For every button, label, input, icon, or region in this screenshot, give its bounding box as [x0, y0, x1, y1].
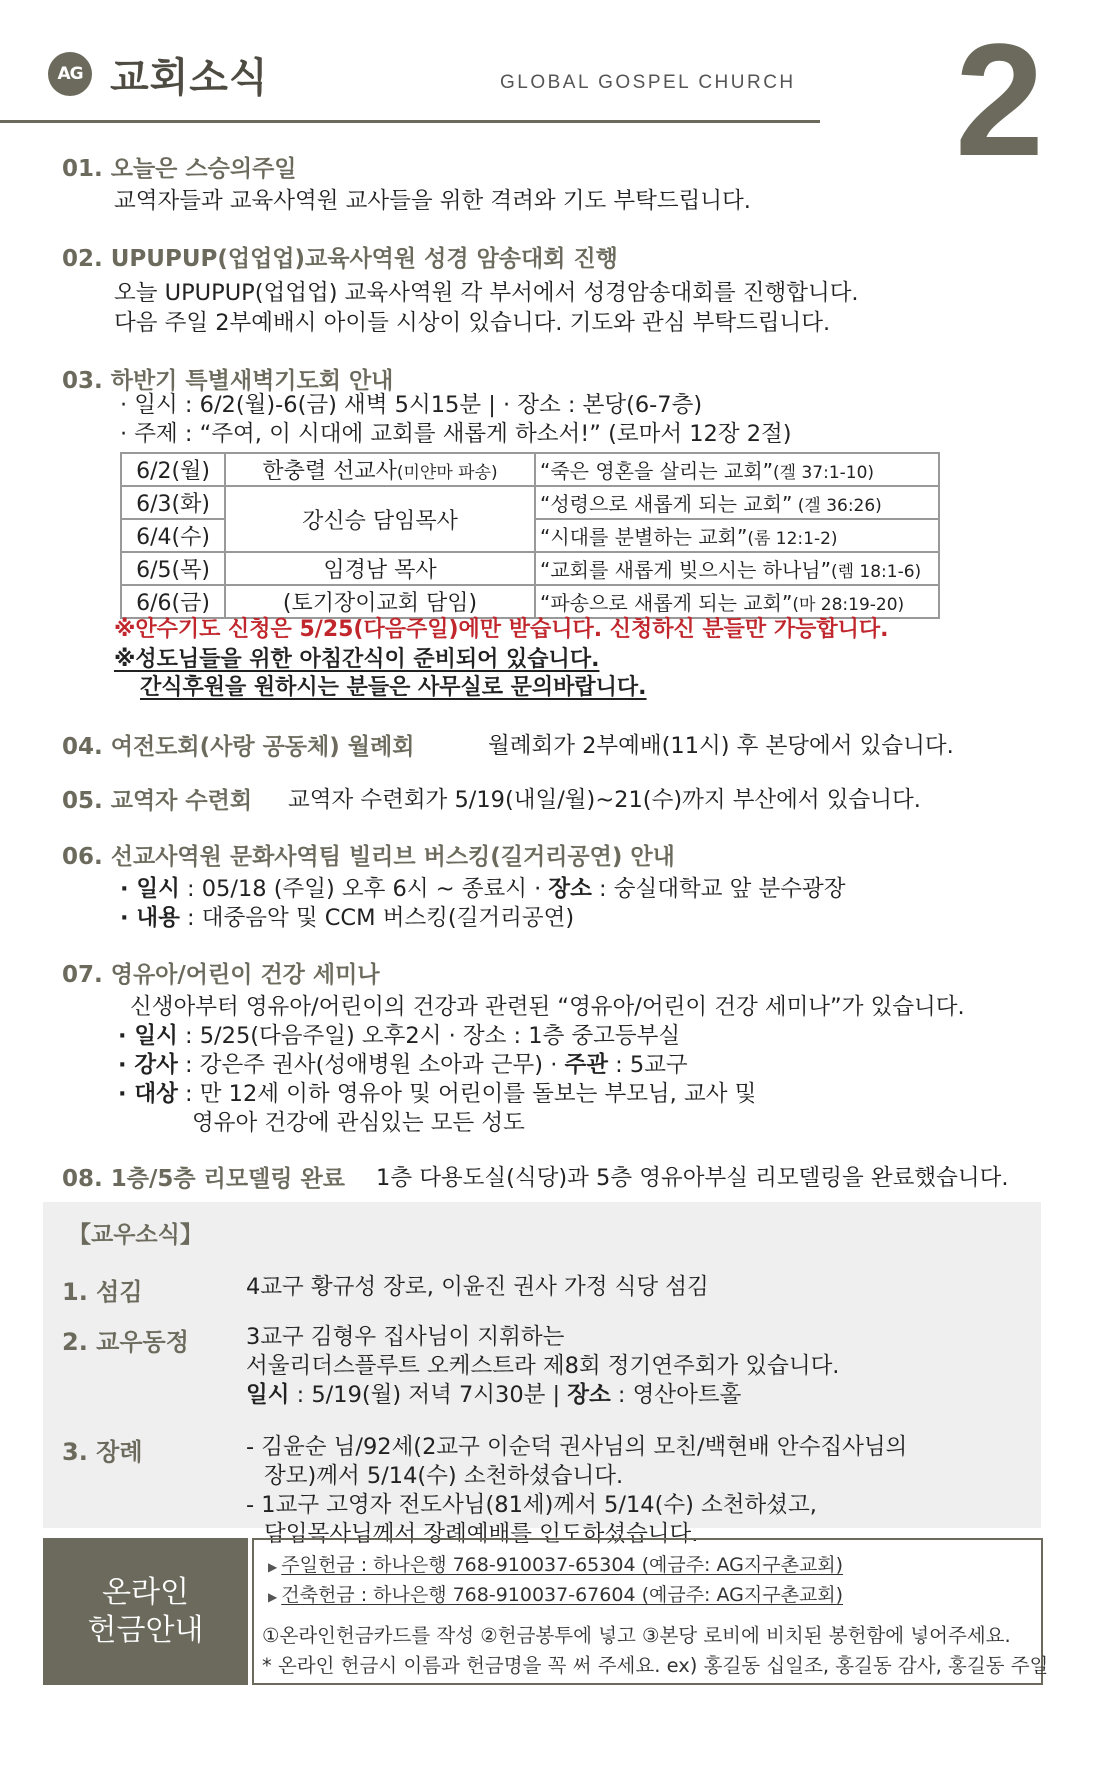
schedule-speaker: 강신승 담임목사 — [225, 486, 535, 552]
topic-ref: (마 28:19-20) — [792, 595, 905, 615]
sunday-offering-text: 주일헌금 : 하나은행 768-910037-65304 (예금주: AG지구촌교회) — [281, 1554, 844, 1576]
news-funeral-label: 3. 장례 — [62, 1438, 143, 1466]
topic-ref: (롬 12:1-2) — [747, 529, 838, 549]
topic-title: “파송으로 새롭게 되는 교회” — [540, 591, 793, 615]
laying-hands-notice: ※안수기도 신청은 5/25(다음주일)에만 받습니다. 신청하신 분들만 가능합니다. — [114, 617, 889, 642]
prayer-schedule-table — [120, 452, 940, 619]
triangle-bullet-icon: ▶ — [268, 1560, 278, 1574]
section-02-line1: 오늘 UPUPUP(업업업) 교육사역원 각 부서에서 성경암송대회를 진행합니다. — [114, 280, 859, 306]
building-offering-text: 건축헌금 : 하나은행 768-910037-67604 (예금주: AG지구촌교회) — [281, 1584, 844, 1606]
schedule-date: 6/3(화) — [121, 486, 225, 519]
concert-date: : 5/19(월) 저녁 7시30분 | — [289, 1382, 568, 1408]
label-date: · 일시 — [120, 876, 180, 902]
section-01-text: 교역자들과 교육사역원 교사들을 위한 격려와 기도 부탁드립니다. — [114, 188, 751, 214]
schedule-speaker — [225, 453, 535, 486]
giving-name-note: * 온라인 헌금시 이름과 헌금명을 꼭 써 주세요. ex) 홍길동 십일조, 홍길동 감사, 홍길동 주일 — [262, 1654, 1049, 1677]
schedule-speaker-church: (토기장이교회 담임) — [225, 585, 535, 618]
section-04-title: 04. 여전도회(사랑 공동체) 월례회 — [62, 734, 415, 760]
topic-title: “교회를 새롭게 빚으시는 하나님” — [540, 558, 831, 582]
page-title: 교회소식 — [110, 55, 269, 101]
church-logo: AG — [48, 52, 92, 96]
section-07-line5: 영유아 건강에 관심있는 모든 성도 — [192, 1110, 525, 1136]
label-target: · 대상 — [118, 1081, 178, 1107]
page-number: 2 — [955, 10, 1044, 189]
section-08-title: 08. 1층/5층 리모델링 완료 — [62, 1166, 345, 1192]
church-english-name: GLOBAL GOSPEL CHURCH — [500, 72, 796, 93]
online-giving-label — [43, 1538, 248, 1685]
section-07-line4 — [118, 1079, 756, 1109]
news-funeral-line2: 장모)께서 5/14(수) 소천하셨습니다. — [264, 1463, 624, 1489]
topic-title: “성령으로 새롭게 되는 교회” — [540, 492, 793, 516]
header-divider — [0, 120, 820, 123]
label-place: 장소 — [548, 876, 592, 902]
topic-ref: (렘 18:1-6) — [830, 562, 922, 582]
schedule-date: 6/2(월) — [121, 453, 225, 486]
triangle-bullet-icon: ▶ — [268, 1590, 278, 1604]
label-date: · 일시 — [118, 1023, 178, 1049]
section-05-text: 교역자 수련회가 5/19(내일/월)~21(수)까지 부산에서 있습니다. — [288, 787, 921, 813]
section-06-title: 06. 선교사역원 문화사역팀 빌리브 버스킹(길거리공연) 안내 — [62, 844, 675, 870]
section-03-title: 03. 하반기 특별새벽기도회 안내 — [62, 368, 394, 394]
label-place: 장소 — [567, 1382, 611, 1408]
online-giving-label-line1: 온라인 — [102, 1574, 189, 1610]
building-offering-account — [268, 1580, 843, 1607]
topic-ref: (겔 37:1-10) — [773, 463, 875, 483]
schedule-topic — [535, 486, 939, 519]
label-speaker: · 강사 — [118, 1052, 178, 1078]
giving-instructions: ①온라인헌금카드를 작성 ②헌금봉투에 넣고 ③본당 로비에 비치된 봉헌함에 넣어주세요. — [262, 1624, 1011, 1647]
news-funeral-line3: - 1교구 고영자 전도사님(81세)께서 5/14(수) 소천하셨고, — [246, 1492, 817, 1518]
table-row — [121, 486, 939, 519]
news-members-label: 2. 교우동정 — [62, 1328, 189, 1356]
news-members-line1: 3교구 김형우 집사님이 지휘하는 — [246, 1324, 565, 1350]
busking-place: : 숭실대학교 앞 분수광장 — [591, 876, 846, 902]
sunday-offering-account — [268, 1550, 843, 1577]
news-members-line3 — [246, 1380, 741, 1410]
schedule-date: 6/5(목) — [121, 552, 225, 585]
table-row — [121, 552, 939, 585]
section-06-line1 — [120, 874, 845, 904]
section-07-line2 — [118, 1021, 680, 1051]
news-funeral-line4: 담임목사님께서 장례예배를 인도하셨습니다. — [264, 1521, 699, 1547]
busking-content: : 대중음악 및 CCM 버스킹(길거리공연) — [179, 905, 575, 931]
snack-sponsor-notice: 간식후원을 원하시는 분들은 사무실로 문의바랍니다. — [140, 675, 647, 700]
topic-title: “죽은 영혼을 살리는 교회” — [540, 459, 773, 483]
section-07-title: 07. 영유아/어린이 건강 세미나 — [62, 962, 380, 988]
news-members-line2: 서울리더스플루트 오케스트라 제8회 정기연주회가 있습니다. — [246, 1353, 840, 1379]
schedule-date: 6/6(금) — [121, 585, 225, 618]
label-content: · 내용 — [120, 905, 180, 931]
schedule-date: 6/4(수) — [121, 519, 225, 552]
news-service-label: 1. 섬김 — [62, 1278, 143, 1306]
seminar-host: : 5교구 — [608, 1052, 688, 1078]
section-01-title: 01. 오늘은 스승의주일 — [62, 156, 297, 182]
topic-title: “시대를 분별하는 교회” — [540, 525, 748, 549]
section-02-line2: 다음 주일 2부예배시 아이들 시상이 있습니다. 기도와 관심 부탁드립니다. — [114, 310, 831, 336]
speaker-name: 한충렬 선교사 — [262, 459, 397, 484]
table-row — [121, 453, 939, 486]
news-service-text: 4교구 황규성 장로, 이윤진 권사 가정 식당 섬김 — [246, 1274, 709, 1300]
label-date: 일시 — [246, 1382, 290, 1408]
busking-date: : 05/18 (주일) 오후 6시 ~ 종료시 · — [179, 876, 549, 902]
label-host: 주관 — [564, 1052, 608, 1078]
section-07-line3 — [118, 1050, 688, 1080]
concert-place: : 영산아트홀 — [610, 1382, 742, 1408]
schedule-topic — [535, 519, 939, 552]
seminar-speaker: : 강은주 권사(성애병원 소아과 근무) · — [177, 1052, 565, 1078]
snack-notice: ※성도님들을 위한 아침간식이 준비되어 있습니다. — [114, 647, 600, 672]
section-02-title: 02. UPUPUP(업업업)교육사역원 성경 암송대회 진행 — [62, 246, 618, 272]
schedule-topic — [535, 552, 939, 585]
member-news-heading: 【교우소식】 — [68, 1222, 203, 1248]
section-06-line2 — [120, 903, 574, 933]
news-funeral-line1: - 김윤순 님/92세(2교구 이순덕 권사님의 모친/백현배 안수집사님의 — [246, 1434, 908, 1460]
section-03-line1: · 일시 : 6/2(월)-6(금) 새벽 5시15분 | · 장소 : 본당(6-7층) — [120, 392, 703, 418]
schedule-speaker: 임경남 목사 — [225, 552, 535, 585]
speaker-note: (미얀마 파송) — [396, 463, 498, 483]
online-giving-label-line2: 헌금안내 — [87, 1612, 204, 1648]
seminar-target: : 만 12세 이하 영유아 및 어린이를 돌보는 부모님, 교사 및 — [177, 1081, 757, 1107]
section-04-text: 월례회가 2부예배(11시) 후 본당에서 있습니다. — [488, 733, 954, 759]
seminar-date: : 5/25(다음주일) 오후2시 · 장소 : 1층 중고등부실 — [177, 1023, 681, 1049]
topic-ref: (겔 36:26) — [792, 496, 882, 516]
section-07-line1: 신생아부터 영유아/어린이의 건강과 관련된 “영유아/어린이 건강 세미나”가 있습니다. — [130, 994, 965, 1020]
section-05-title: 05. 교역자 수련회 — [62, 788, 253, 814]
section-08-text: 1층 다용도실(식당)과 5층 영유아부실 리모델링을 완료했습니다. — [376, 1165, 1009, 1191]
schedule-topic — [535, 453, 939, 486]
section-03-line2: · 주제 : “주여, 이 시대에 교회를 새롭게 하소서!” (로마서 12장 2절) — [120, 421, 792, 447]
